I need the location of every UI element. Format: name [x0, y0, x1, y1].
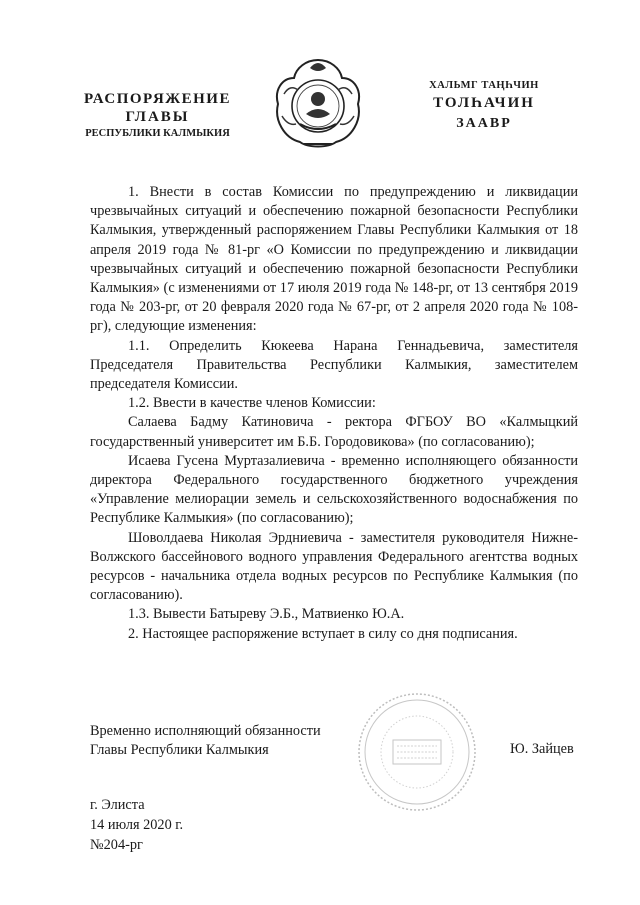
header-left-title: РАСПОРЯЖЕНИЕ	[84, 91, 231, 107]
footer-number: №204-рг	[90, 837, 143, 853]
signature-position-line2: Главы Республики Калмыкия	[90, 742, 269, 758]
member-3: Шоволдаева Николая Эрдниевича - заместителя руководителя Нижне-Волжского бассейнового водного управления Федерального агентства водных ресурсов - начальника отдела водных ресурсов по Республике Калмыкия (по согласованию).	[90, 529, 578, 604]
header-right-title: ТОЛҺАЧИН	[433, 95, 535, 111]
paragraph-1-3: 1.3. Вывести Батыреву Э.Б., Матвиенко Ю.А.	[128, 606, 405, 623]
header-left-subtitle: ГЛАВЫ	[125, 109, 190, 125]
header-right-subtitle: ЗААВР	[456, 116, 512, 131]
signature-position-line1: Временно исполняющий обязанности	[90, 723, 321, 739]
kalmykia-coat-of-arms-icon	[270, 54, 366, 154]
document-body	[90, 183, 578, 644]
header-left	[70, 90, 245, 142]
footer-city: г. Элиста	[90, 797, 145, 813]
paragraph-1-1: 1.1. Определить Кюкеева Нарана Геннадьевича, заместителя Председателя Правительства Республики Калмыкия, заместителем председателя Комиссии.	[90, 337, 578, 393]
document-footer	[90, 795, 183, 855]
member-1: Салаева Бадму Катиновича - ректора ФГБОУ ВО «Калмыцкий государственный университет им Б.Б. Городовикова» (по согласованию);	[90, 414, 578, 450]
official-round-stamp-icon	[355, 690, 480, 815]
paragraph-1-2: 1.2. Ввести в качестве членов Комиссии:	[128, 395, 376, 412]
header-right	[400, 78, 568, 135]
signature-name: Ю. Зайцев	[510, 741, 574, 757]
member-2: Исаева Гусена Муртазалиевича - временно исполняющего обязанности директора Федерального государственного бюджетного учреждения «Управление мелиорации земель и сельскохозяйственного водоснабжения по Республике Калмыкия» (по согласованию);	[90, 452, 578, 527]
header-left-republic: РЕСПУБЛИКИ КАЛМЫКИЯ	[85, 128, 230, 139]
header-right-republic: ХАЛЬМГ ТАҢҺЧИН	[429, 80, 539, 91]
paragraph-2: 2. Настоящее распоряжение вступает в силу со дня подписания.	[128, 625, 518, 642]
footer-date: 14 июля 2020 г.	[90, 817, 184, 833]
paragraph-1: 1. Внести в состав Комиссии по предупреждению и ликвидации чрезвычайных ситуаций и обеспечению пожарной безопасности Республики Калмыкия, утвержденный распоряжением Главы Республики Калмыкия от 18 апреля 2019 года № 81-рг «О Комиссии по предупреждению и ликвидации чрезвычайных ситуаций и обеспечению пожарной безопасности Республики Калмыкия» (с изменениями от 17 июля 2019 года № 148-рг, от 13 сентября 2019 года № 203-рг, от 20 февраля 2020 года № 67-рг, от 2 апреля 2020 года № 108-рг), следующие изменения:	[90, 184, 578, 335]
signature-position	[90, 722, 370, 760]
